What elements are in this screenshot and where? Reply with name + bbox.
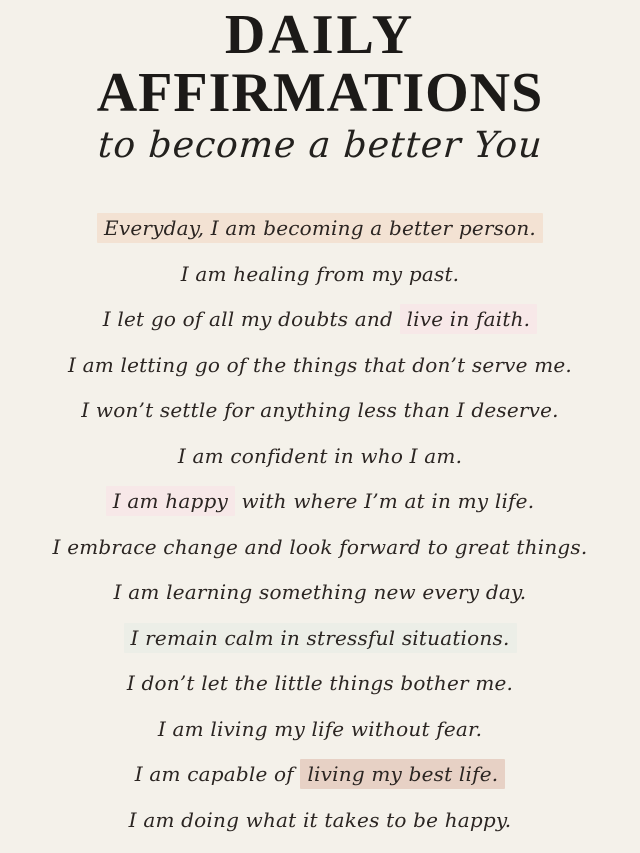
plain-text: I am letting go of the things that don’t serve me. xyxy=(67,352,572,377)
affirmations-list xyxy=(0,206,640,843)
highlighted-text: living my best life. xyxy=(300,759,505,789)
affirmation-line xyxy=(0,297,640,343)
plain-text: I am capable of xyxy=(134,762,301,786)
plain-text: I let go of all my doubts and xyxy=(102,307,400,331)
affirmation-line xyxy=(0,525,640,571)
subtitle-script: to become a better You xyxy=(96,125,544,166)
plain-text: I don’t let the little things bother me. xyxy=(126,671,514,695)
affirmation-line xyxy=(0,434,640,480)
highlighted-text: I remain calm in stressful situations. xyxy=(124,623,517,653)
plain-text: I am doing what it takes to be happy. xyxy=(128,807,512,832)
highlighted-text: live in faith. xyxy=(400,304,538,334)
plain-text: I am learning something new every day. xyxy=(113,580,527,604)
plain-text: I won’t settle for anything less than I deserve. xyxy=(81,398,559,422)
plain-text: I am living my life without fear. xyxy=(157,716,483,741)
title-line-affirmations: AFFIRMATIONS xyxy=(96,62,544,124)
affirmation-line xyxy=(0,707,640,753)
affirmation-line xyxy=(0,752,640,798)
plain-text: I am healing from my past. xyxy=(180,261,460,286)
affirmation-line xyxy=(0,388,640,434)
affirmation-line xyxy=(0,570,640,616)
affirmation-line xyxy=(0,798,640,844)
affirmation-line xyxy=(0,343,640,389)
affirmation-line xyxy=(0,252,640,298)
plain-text: I am confident in who I am. xyxy=(177,443,463,468)
plain-text: I embrace change and look forward to great things. xyxy=(52,534,588,559)
affirmation-line xyxy=(0,616,640,662)
affirmation-line xyxy=(0,206,640,252)
highlighted-text: I am happy xyxy=(106,486,235,516)
plain-text: with where I’m at in my life. xyxy=(234,489,535,513)
affirmation-line xyxy=(0,479,640,525)
title-line-daily: DAILY xyxy=(224,4,416,66)
title-block xyxy=(97,6,544,170)
affirmation-line xyxy=(0,661,640,707)
highlighted-text: Everyday, I am becoming a better person. xyxy=(97,213,543,243)
page-title xyxy=(97,6,544,122)
